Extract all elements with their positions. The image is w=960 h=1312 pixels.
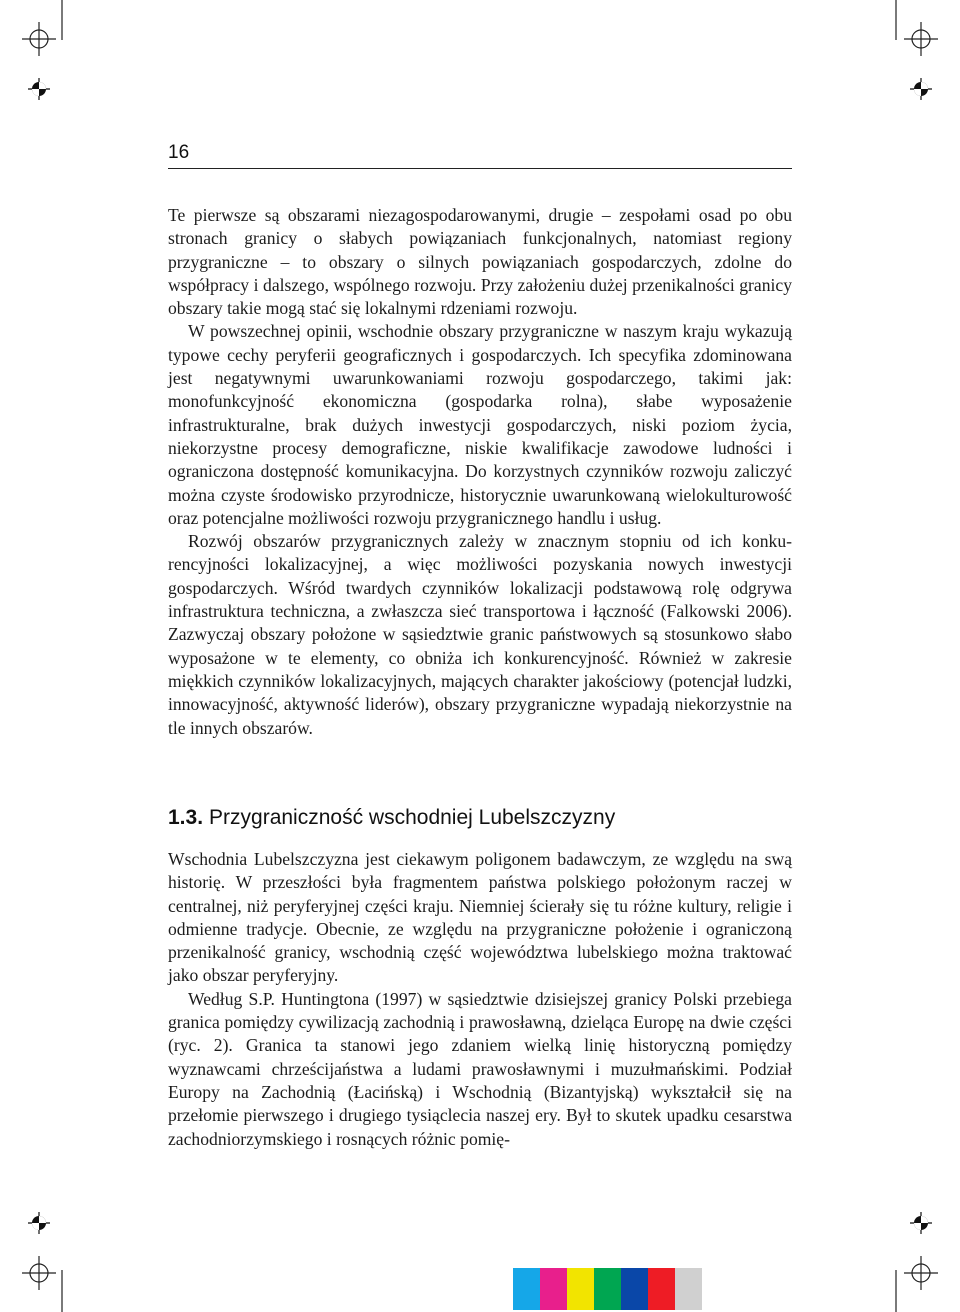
registration-dot-mark-upper-right xyxy=(910,78,932,100)
registration-crosshair-mark-bottom-left xyxy=(22,1256,56,1290)
color-swatch xyxy=(621,1268,648,1310)
registration-dot-mark-lower-right xyxy=(910,1212,932,1234)
paragraph: Wschodnia Lubelszczyzna jest ciekawym poligonem badawczym, ze względu na swą historię. W przeszłości była fragmentem państwa polskiego położonym raczej w centralnej, niż peryferyjnej części kraju. Niemniej ścierały się tu różne kultury, religie i odmienne tradycje. Obecnie, ze względu na przygraniczne położenie i ograniczoną przenikalność granicy, wschodnią część województwa lubelskiego można traktować jako obszar peryferyjny. xyxy=(168,849,792,986)
color-calibration-strip xyxy=(486,1268,702,1310)
color-swatch xyxy=(675,1268,702,1310)
color-swatch xyxy=(567,1268,594,1310)
paragraph: Te pierwsze są obszarami niezagospodarowanymi, drugie – zespołami osad po obu stronach granicy o słabych powiązaniach funkcjonalnych, natomiast regiony przygraniczne – to obszary o silnych powiązaniach gospodarczych, zdolne do współpracy i dalszego, wspólnego rozwoju. Przy założeniu dużej przenikalności granicy obszary takie mogą stać się lokalnymi rdzeniami rozwoju. xyxy=(168,205,792,319)
body-text-after-heading xyxy=(168,848,792,1151)
paragraph: Według S.P. Huntingtona (1997) w sąsiedztwie dzisiejszej granicy Polski przebiega granica pomiędzy cywilizacją zachodnią i prawosławną, dzieląca Europę na dwie części (ryc. 2). Granica ta stanowi jego zdaniem wielką linię historyczną pomiędzy wyznawcami chrześcijaństwa a ludami prawosławnymi i muzułmańskimi. Podział Europy na Zachodnią (Łacińską) i Wschodnią (Bizantyjską) wykształcił się na przełomie pierwszego i drugiego tysiąclecia naszej ery. Był to skutek upadku cesarstwa zachodniorzymskiego i rosnących różnic pomię- xyxy=(168,988,792,1149)
color-swatch xyxy=(513,1268,540,1310)
header-divider xyxy=(168,168,792,169)
crop-mark-top-left xyxy=(60,0,64,40)
body-text-before-heading xyxy=(168,204,792,740)
section-title: Przygraniczność wschodniej Lubelszczyzny xyxy=(209,806,616,829)
color-swatch xyxy=(594,1268,621,1310)
section-heading xyxy=(168,806,615,830)
registration-dot-mark-lower-left xyxy=(28,1212,50,1234)
color-swatch xyxy=(486,1268,513,1310)
registration-crosshair-mark-top-right xyxy=(904,22,938,56)
paragraph: W powszechnej opinii, wschodnie obszary przygraniczne w naszym kraju wykazują typowe cechy peryferii geograficznych i gospodarczych. Ich specyfika zdominowana jest negatywnymi uwarunkowaniami rozwoju gospodarczego, takimi jak: monofunkcyjność ekonomiczna (gospodarka rolna), słabe wyposażenie infrastrukturalne, brak dużych inwestycji gospodarczych, niski poziom życia, niekorzystne procesy demograficzne, niskie kwalifikacje zawodowe ludności i ograniczona dostępność komunikacyjna. Do korzystnych czynników rozwoju zaliczyć można czyste środowisko przyrodnicze, historycznie uwarunkowaną wielokulturowość oraz potencjalne możliwości rozwoju przygranicznego handlu i usług. xyxy=(168,321,792,528)
color-swatch xyxy=(540,1268,567,1310)
registration-crosshair-mark-bottom-right xyxy=(904,1256,938,1290)
registration-dot-mark-upper-left xyxy=(28,78,50,100)
page-number: 16 xyxy=(168,142,190,163)
crop-mark-bottom-left xyxy=(60,1270,64,1312)
color-swatch xyxy=(648,1268,675,1310)
crop-mark-bottom-right xyxy=(894,1270,898,1312)
paragraph: Rozwój obszarów przygranicznych zależy w znacznym stopniu od ich konkurencyjności lokalizacyjnej, a więc możliwości pozyskania nowych inwestycji gospodarczych. Wśród twardych czynników lokalizacji podstawową rolę odgrywa infrastruktura techniczna, a zwłaszcza sieć transportowa i łączność (Falkowski 2006). Zazwyczaj obszary położone w sąsiedztwie granic państwowych są stosunkowo słabo wyposażone w te elementy, co obniża ich konkurencyjność. Również w zakresie miękkich czynników lokalizacyjnych, mających charakter jakościowy (potencjał ludzki, innowacyjność, aktywność liderów), obszary przygraniczne wypadają niekorzystnie na tle innych obszarów. xyxy=(168,531,792,738)
registration-crosshair-mark-top-left xyxy=(22,22,56,56)
crop-mark-top-right xyxy=(894,0,898,40)
section-number: 1.3. xyxy=(168,806,204,829)
